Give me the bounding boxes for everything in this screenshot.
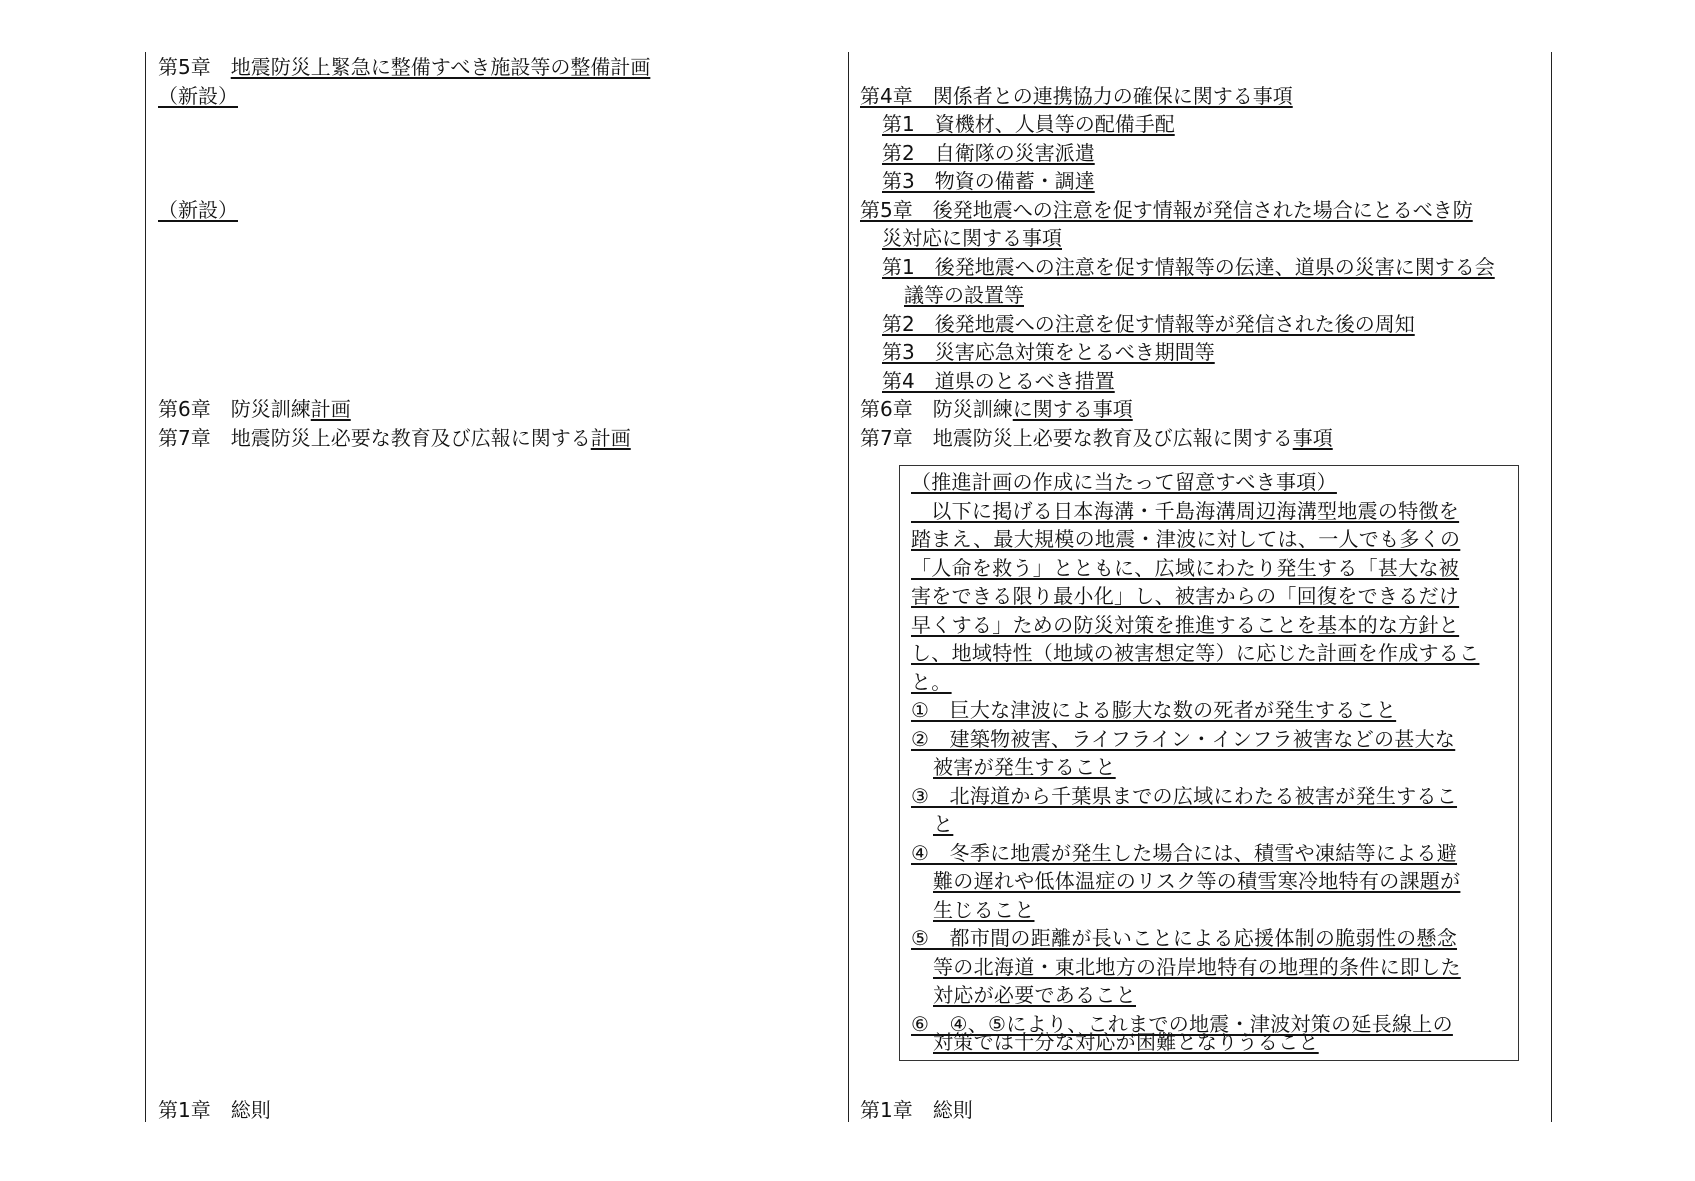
right-column-border [1551,52,1552,1122]
right-ch5-item-4: 第4 道県のとるべき措置 [882,369,1115,393]
note-item-6: ⑥ ④、⑤により、これまでの地震・津波対策の延長線上の [911,1012,1453,1036]
note-item-4: ④ 冬季に地震が発生した場合には、積雪や凍結等による避 [911,841,1458,865]
left-ch7-heading [158,424,631,452]
left-new-marker-2: （新設） [158,198,238,222]
note-para-line: と。 [911,670,952,694]
note-item-4-cont: 生じること [933,898,1035,922]
note-item-2: ② 建築物被害、ライフライン・インフラ被害などの甚大な [911,727,1456,751]
left-ch6-heading [158,395,351,423]
left-ch5-prefix: 第5章 [158,55,231,79]
left-ch1-heading: 第1章 総則 [158,1098,271,1122]
note-box [899,465,1519,1061]
note-item-3: ③ 北海道から千葉県までの広域にわたる被害が発生するこ [911,784,1458,808]
right-ch7-suffix: 事項 [1292,426,1333,450]
left-ch5-title: 地震防災上緊急に整備すべき施設等の整備計画 [230,55,651,79]
note-item-3-cont: と [933,812,954,836]
right-ch5-item-3: 第3 災害応急対策をとるべき期間等 [882,340,1215,364]
right-ch4-heading: 第4章 関係者との連携協力の確保に関する事項 [860,84,1293,108]
note-item-1: ① 巨大な津波による膨大な数の死者が発生すること [911,698,1397,722]
left-ch7-suffix: 計画 [590,426,631,450]
note-para-line: 以下に掲げる日本海溝・千島海溝周辺海溝型地震の特徴を [911,499,1460,523]
note-para-line: 「人命を救う」とともに、広域にわたり発生する「甚大な被 [911,556,1460,580]
right-ch6-heading [860,395,1133,423]
note-heading: （推進計画の作成に当たって留意すべき事項） [911,470,1337,494]
right-ch6-suffix: に関する事項 [1012,397,1133,421]
right-ch1-heading: 第1章 総則 [860,1098,973,1122]
center-column-border [848,52,849,1122]
note-para-line: 早くする」ための防災対策を推進することを基本的な方針と [911,613,1460,637]
note-item-5: ⑤ 都市間の距離が長いことによる応援体制の脆弱性の懸念 [911,926,1458,950]
note-para-line: 害をできる限り最小化」し、被害からの「回復をできるだけ [911,584,1460,608]
right-ch4-item-3: 第3 物資の備蓄・調達 [882,169,1095,193]
right-ch6-prefix: 第6章 防災訓練 [860,397,1013,421]
right-ch4-item-1: 第1 資機材、人員等の配備手配 [882,112,1175,136]
note-para-line: 踏まえ、最大規模の地震・津波に対しては、一人でも多くの [911,527,1461,551]
right-ch5-item-1-line1: 第1 後発地震への注意を促す情報等の伝達、道県の災害に関する会 [882,255,1495,279]
left-ch7-prefix: 第7章 地震防災上必要な教育及び広報に関する [158,426,591,450]
note-item-2-cont: 被害が発生すること [933,755,1116,779]
left-ch6-prefix: 第6章 防災訓練 [158,397,311,421]
left-column-border [145,52,146,1122]
right-ch5-item-1-line2: 議等の設置等 [904,283,1024,307]
right-ch4-item-2: 第2 自衛隊の災害派遣 [882,141,1095,165]
note-item-5-cont: 対応が必要であること [933,983,1136,1007]
note-item-4-cont: 難の遅れや低体温症のリスク等の積雪寒冷地特有の課題が [933,869,1461,893]
note-para-line: し、地域特性（地域の被害想定等）に応じた計画を作成するこ [911,641,1480,665]
right-ch5-heading-line2: 災対応に関する事項 [882,226,1062,250]
right-ch5-item-2: 第2 後発地震への注意を促す情報等が発信された後の周知 [882,312,1415,336]
right-ch5-heading-line1: 第5章 後発地震への注意を促す情報が発信された場合にとるべき防 [860,198,1473,222]
left-ch6-suffix: 計画 [310,397,351,421]
right-ch7-heading [860,424,1333,452]
note-item-6-cont: 対策では十分な対応が困難となりうること [933,1030,1319,1054]
left-new-marker-1: （新設） [158,84,238,108]
note-item-5-cont: 等の北海道・東北地方の沿岸地特有の地理的条件に即した [933,955,1461,979]
left-ch5-heading [158,53,650,81]
right-ch7-prefix: 第7章 地震防災上必要な教育及び広報に関する [860,426,1293,450]
